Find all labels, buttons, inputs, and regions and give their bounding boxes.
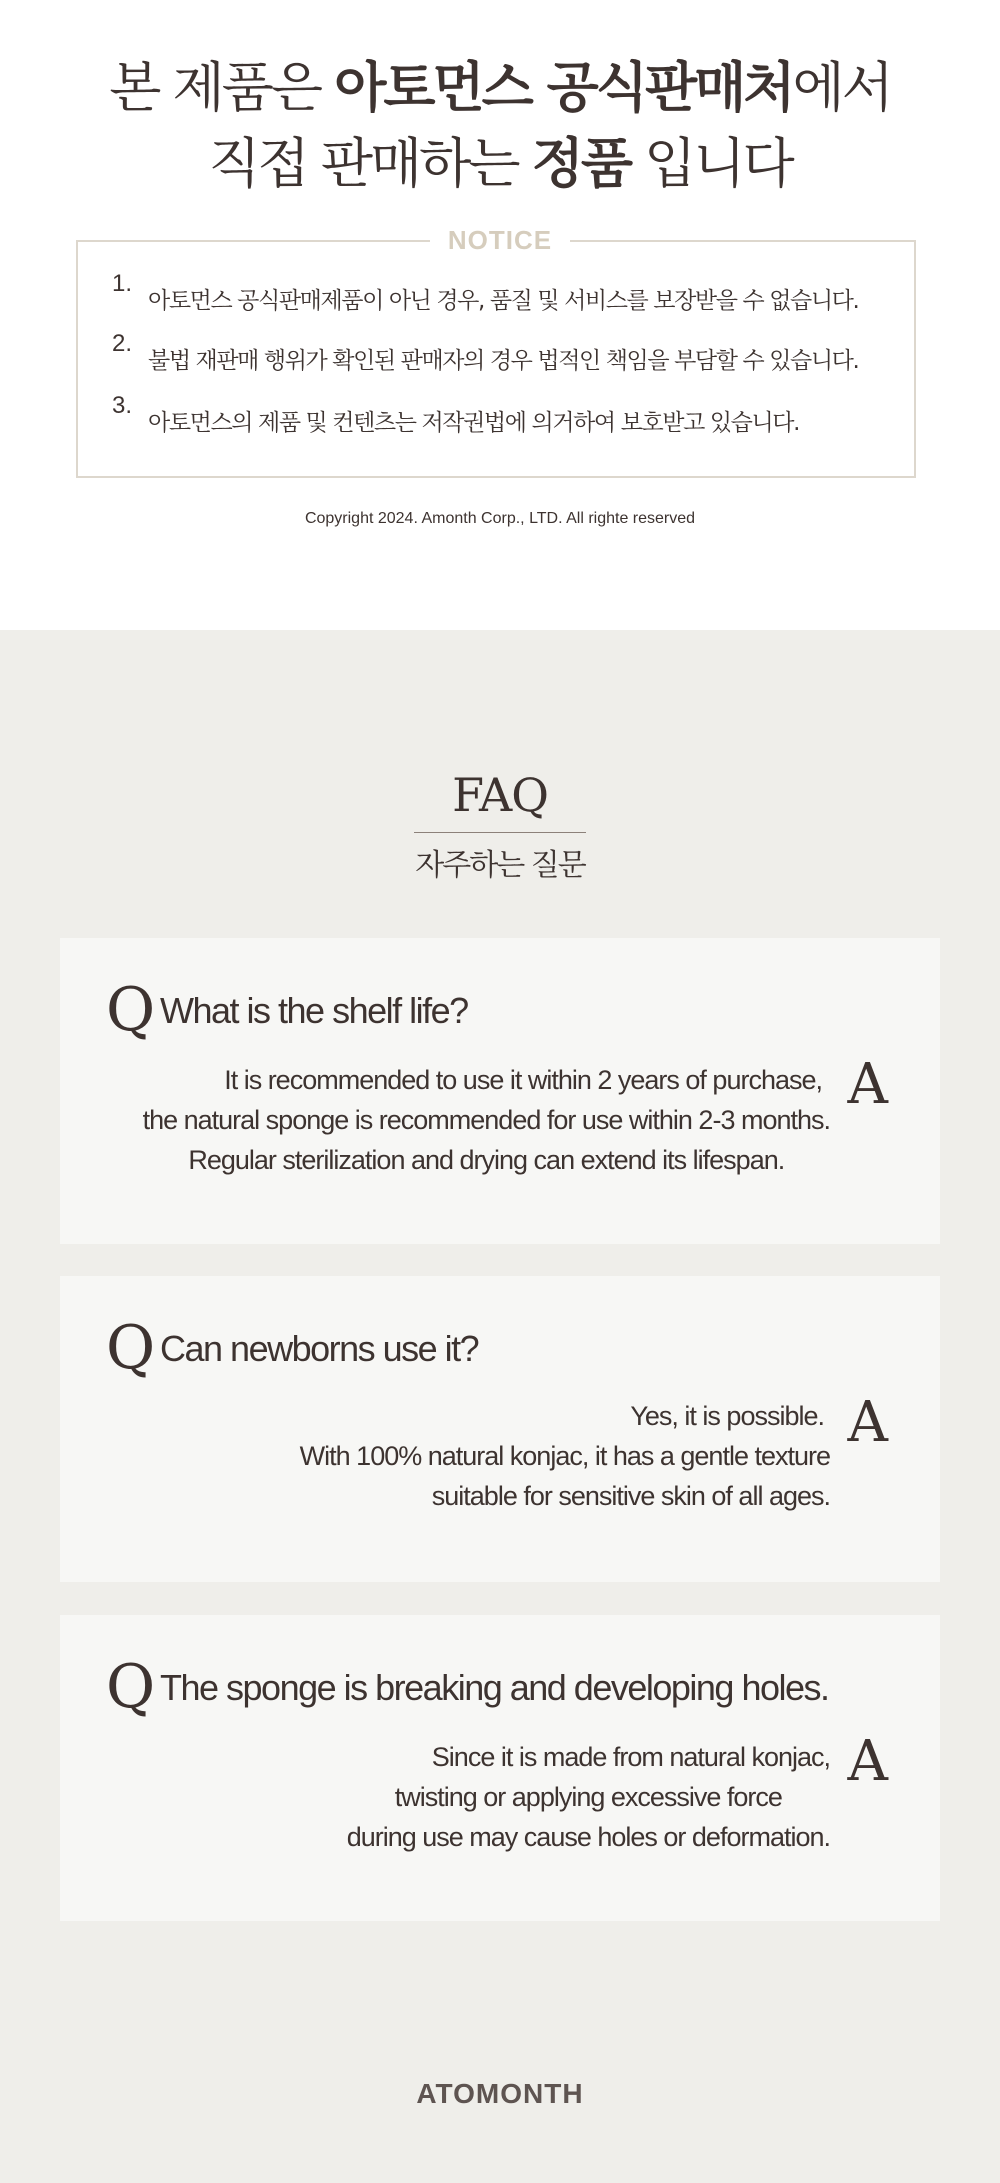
answer-line: suitable for sensitive skin of all ages. bbox=[431, 1481, 830, 1511]
answer-line: the natural sponge is recommended for use within 2-3 months. bbox=[142, 1105, 830, 1135]
notice-text: 아토먼스의 제품 및 컨텐츠는 저작권법에 의거하여 보호받고 있습니다. bbox=[148, 410, 800, 436]
faq-section bbox=[0, 630, 1000, 2183]
faq-answer bbox=[300, 1396, 830, 1516]
notice-item bbox=[112, 270, 912, 314]
answer-line: during use may cause holes or deformation. bbox=[346, 1822, 830, 1852]
question-mark-letter: Q bbox=[106, 1652, 156, 1722]
answer-mark-letter: A bbox=[847, 1729, 888, 1794]
notice-number: 3. bbox=[112, 392, 133, 419]
answer-line: Regular sterilization and drying can extend its lifespan. bbox=[188, 1145, 785, 1175]
answer-line: It is recommended to use it within 2 years of purchase, bbox=[224, 1065, 822, 1095]
notice-number: 2. bbox=[112, 330, 133, 357]
answer-line: Yes, it is possible. bbox=[630, 1401, 824, 1431]
faq-question: What is the shelf life? bbox=[160, 990, 468, 1031]
faq-card bbox=[60, 938, 940, 1244]
faq-subtitle: 자주하는 질문 bbox=[415, 848, 585, 883]
faq-card bbox=[60, 1276, 940, 1582]
answer-line: With 100% natural konjac, it has a gentle texture bbox=[299, 1441, 830, 1471]
faq-title-divider bbox=[414, 832, 586, 833]
notice-text: 아토먼스 공식판매제품이 아닌 경우, 품질 및 서비스를 보장받을 수 없습니다. bbox=[148, 288, 859, 314]
brand-logo: ATOMONTH bbox=[416, 2078, 584, 2109]
notice-item bbox=[112, 330, 912, 374]
faq-answer bbox=[347, 1737, 830, 1857]
question-mark-letter: Q bbox=[106, 975, 156, 1045]
headline-line-2: 직접 판매하는 정품 입니다 bbox=[208, 132, 792, 195]
notice-number: 1. bbox=[112, 270, 133, 297]
answer-line: Since it is made from natural konjac, bbox=[431, 1742, 830, 1772]
copyright-text: Copyright 2024. Amonth Corp., LTD. All righte reserved bbox=[304, 510, 696, 527]
faq-title: FAQ bbox=[452, 768, 548, 822]
faq-question: The sponge is breaking and developing holes. bbox=[160, 1667, 829, 1708]
faq-question: Can newborns use it? bbox=[160, 1328, 479, 1369]
answer-mark-letter: A bbox=[847, 1390, 888, 1455]
faq-card bbox=[60, 1615, 940, 1921]
notice-text: 불법 재판매 행위가 확인된 판매자의 경우 법적인 책임을 부담할 수 있습니다. bbox=[148, 348, 859, 374]
headline-line-1: 본 제품은 아토먼스 공식판매처에서 bbox=[109, 56, 891, 119]
notice-section bbox=[0, 0, 1000, 630]
authenticity-headline bbox=[0, 50, 1000, 202]
answer-mark-letter: A bbox=[847, 1052, 888, 1117]
notice-title: NOTICE bbox=[430, 225, 570, 255]
notice-item bbox=[112, 392, 912, 436]
question-mark-letter: Q bbox=[106, 1313, 156, 1383]
answer-line: twisting or applying excessive force bbox=[394, 1782, 782, 1812]
faq-answer bbox=[143, 1060, 830, 1180]
